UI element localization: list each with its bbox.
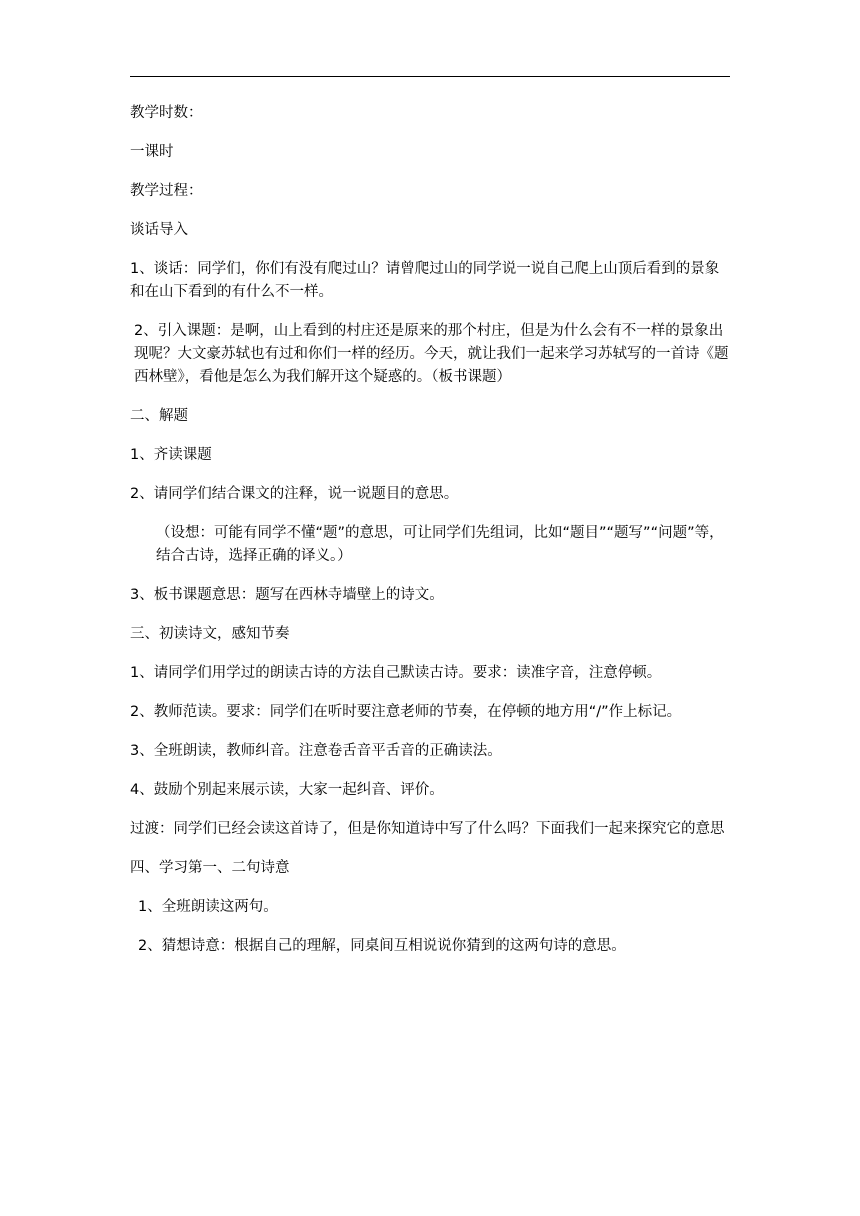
paragraph-reading-step-3: 3、全班朗读，教师纠音。注意卷舌音平舌音的正确读法。 [130, 743, 502, 759]
paragraph-explain-step-3: 3、板书课题意思：题写在西林寺墙壁上的诗文。 [130, 587, 444, 603]
paragraph-reading-step-4: 4、鼓励个别起来展示读，大家一起纠音、评价。 [130, 782, 444, 798]
section-heading-lines-meaning: 四、学习第一、二句诗意 [130, 860, 290, 876]
paragraph-teaching-hours-value: 一课时 [130, 144, 174, 160]
paragraph-reading-step-1: 1、请同学们用学过的朗读古诗的方法自己默读古诗。要求：读准字音，注意停顿。 [130, 665, 662, 681]
paragraph-explain-note: （设想：可能有同学不懂“题”的意思，可让同学们先组词，比如“题目”“题写”“问题”等，结合古诗，选择正确的译义。） [156, 525, 724, 564]
paragraph-lines-step-1: 1、全班朗读这两句。 [138, 899, 278, 915]
paragraph-transition: 过渡：同学们已经会读这首诗了，但是你知道诗中写了什么吗？下面我们一起来探究它的意思 [130, 821, 725, 837]
paragraph-intro-step-2: 2、引入课题：是啊，山上看到的村庄还是原来的那个村庄，但是为什么会有不一样的景象出现呢？大文豪苏轼也有过和你们一样的经历。今天，就让我们一起来学习苏轼写的一首诗《题西林壁》，看他是怎么为我们解开这个疑惑的。（板书课题） [134, 323, 729, 385]
document-body [130, 102, 730, 974]
paragraph-lines-step-2: 2、猜想诗意：根据自己的理解，同桌间互相说说你猜到的这两句诗的意思。 [138, 938, 626, 954]
section-heading-first-reading: 三、初读诗文，感知节奏 [130, 626, 290, 642]
paragraph-reading-step-2: 2、教师范读。要求：同学们在听时要注意老师的节奏，在停顿的地方用“/”作上标记。 [130, 704, 682, 720]
section-heading-intro: 谈话导入 [130, 222, 188, 238]
paragraph-explain-step-2: 2、请同学们结合课文的注释，说一说题目的意思。 [130, 486, 459, 502]
paragraph-teaching-hours-label: 教学时数： [130, 105, 203, 121]
paragraph-explain-step-1: 1、齐读课题 [130, 447, 212, 463]
section-heading-explain-title: 二、解题 [130, 408, 188, 424]
header-rule [130, 76, 730, 77]
paragraph-teaching-process-label: 教学过程： [130, 183, 203, 199]
paragraph-intro-step-1: 1、谈话：同学们，你们有没有爬过山？请曾爬过山的同学说一说自己爬上山顶后看到的景象和在山下看到的有什么不一样。 [130, 261, 720, 300]
